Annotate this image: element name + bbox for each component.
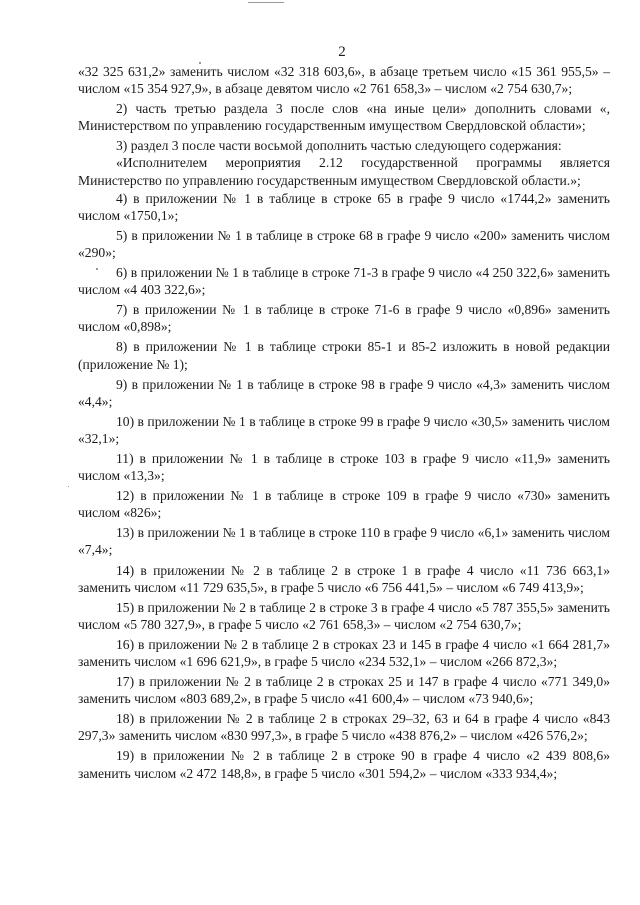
paragraph-item-9: 9) в приложении № 1 в таблице в строке 98 в графе 9 число «4,3» заменить числом «4,4»; [78, 376, 610, 409]
scan-mark [248, 2, 284, 3]
paragraph-item-15: 15) в приложении № 2 в таблице 2 в строке 3 в графе 4 число «5 787 355,5» заменить числом «5 780 327,9», в графе 5 число «2 761 658,3» – числом «2 754 630,7»; [78, 599, 610, 632]
paragraph-item-5: 5) в приложении № 1 в таблице в строке 68 в графе 9 число «200» заменить числом «290»; [78, 227, 610, 260]
paragraph-item-14: 14) в приложении № 2 в таблице 2 в строке 1 в графе 4 число «11 736 663,1» заменить числом «11 729 635,5», в графе 5 число «6 756 441,5» – числом «6 749 413,9»; [78, 562, 610, 595]
paragraph-item-16: 16) в приложении № 2 в таблице 2 в строках 23 и 145 в графе 4 число «1 664 281,7» заменить числом «1 696 621,9», в графе 5 число «234 532,1» – числом «266 872,3»; [78, 636, 610, 669]
paragraph-item-18: 18) в приложении № 2 в таблице 2 в строках 29–32, 63 и 64 в графе 4 число «843 297,3» заменить числом «830 997,3», в графе 5 число «438 876,2» – числом «426 576,2»; [78, 711, 610, 744]
scan-speck [96, 268, 98, 270]
paragraph-item-12: 12) в приложении № 1 в таблице в строке 109 в графе 9 число «730» заменить числом «826»; [78, 488, 610, 521]
paragraph-item-17: 17) в приложении № 2 в таблице 2 в строках 25 и 147 в графе 4 число «771 349,0» заменить числом «803 689,2», в графе 5 число «41 600,4» – числом «73 940,6»; [78, 674, 610, 707]
scan-speck [199, 62, 201, 64]
paragraph-item-7: 7) в приложении № 1 в таблице в строке 71-6 в графе 9 число «0,896» заменить числом «0,898»; [78, 302, 610, 335]
paragraph-item-11: 11) в приложении № 1 в таблице в строке 103 в графе 9 число «11,9» заменить числом «13,3»; [78, 450, 610, 484]
paragraph-item-8: 8) в приложении № 1 в таблице строки 85-1 и 85-2 изложить в новой редакции (приложение № 1); [78, 339, 610, 372]
paragraph-item-4: 4) в приложении № 1 в таблице в строке 65 в графе 9 число «1744,2» заменить числом «1750,1»; [78, 190, 610, 223]
page-number: 2 [338, 44, 346, 60]
document-body [78, 63, 610, 782]
paragraph-quoted-text: «Исполнителем мероприятия 2.12 государственной программы является Министерство по управлению государственным имуществом Свердловской области.»; [78, 155, 610, 188]
paragraph-item-6: 6) в приложении № 1 в таблице в строке 71-3 в графе 9 число «4 250 322,6» заменить числом «4 403 322,6»; [78, 265, 610, 298]
scan-speck [68, 486, 69, 487]
paragraph-item-13: 13) в приложении № 1 в таблице в строке 110 в графе 9 число «6,1» заменить числом «7,4»; [78, 525, 610, 558]
paragraph-item-2: 2) часть третью раздела 3 после слов «на иные цели» дополнить словами «, Министерством по управлению государственным имуществом Свердловской области»; [78, 101, 610, 134]
paragraph-item-3: 3) раздел 3 после части восьмой дополнить частью следующего содержания: [116, 138, 562, 154]
paragraph-item-10: 10) в приложении № 1 в таблице в строке 99 в графе 9 число «30,5» заменить числом «32,1»; [78, 413, 610, 446]
paragraph-continuation: «32 325 631,2» заменить числом «32 318 603,6», в абзаце третьем число «15 361 955,5» – числом «15 354 927,9», в абзаце девятом число «2 761 658,3» – числом «2 754 630,7»; [78, 64, 610, 97]
paragraph-item-19: 19) в приложении № 2 в таблице 2 в строке 90 в графе 4 число «2 439 808,6» заменить числом «2 472 148,8», в графе 5 число «301 594,2» – числом «333 934,4»; [78, 748, 610, 781]
